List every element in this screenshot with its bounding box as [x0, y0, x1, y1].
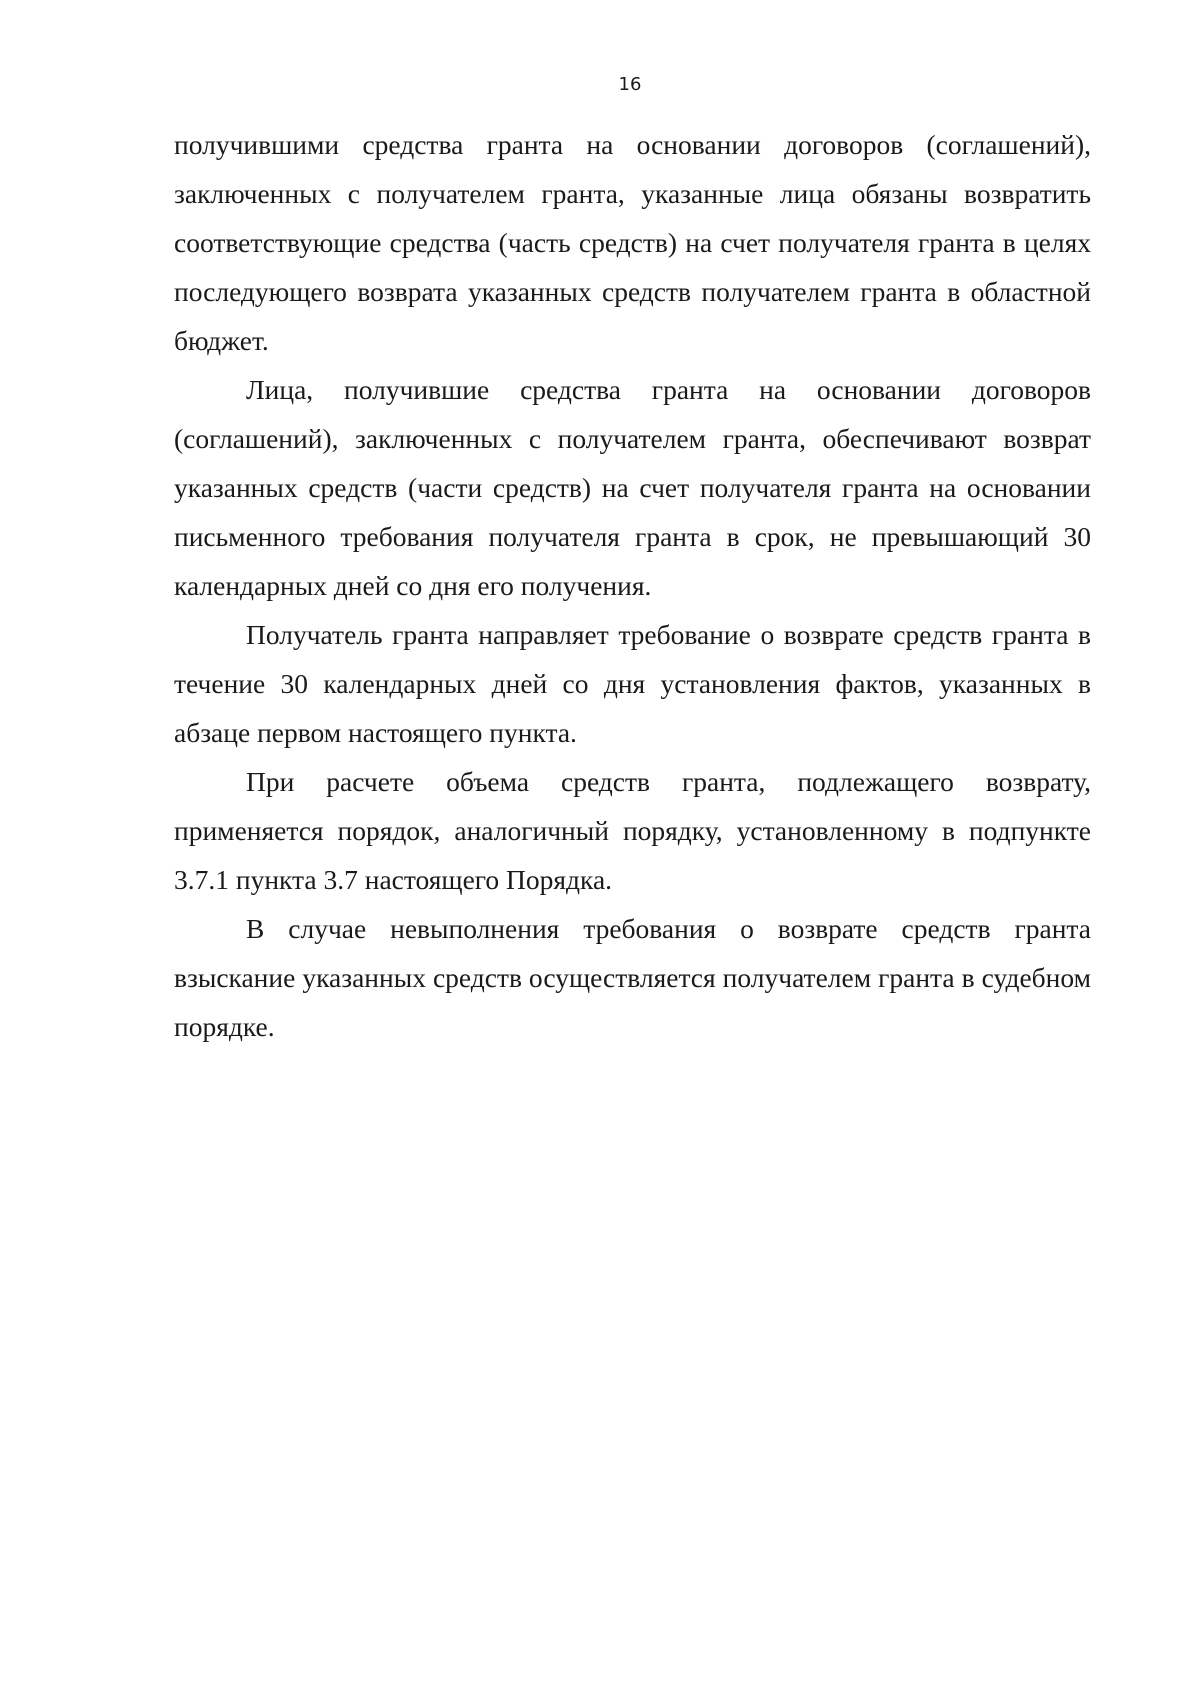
paragraph-court-recovery: В случае невыполнения требования о возврате средств гранта взыскание указанных средств осуществляется получателем гранта в судебном порядке.: [174, 913, 1091, 1042]
paragraph-return-demand: Получатель гранта направляет требование о возврате средств гранта в течение 30 календарных дней со дня установления фактов, указанных в абзаце первом настоящего пункта.: [174, 619, 1091, 748]
paragraph-calculation: При расчете объема средств гранта, подлежащего возврату, применяется порядок, аналогичный порядку, установленному в подпункте 3.7.1 пункта 3.7 настоящего Порядка.: [174, 766, 1091, 895]
paragraph-continuation: получившими средства гранта на основании договоров (соглашений), заключенных с получателем гранта, указанные лица обязаны возвратить соответствующие средства (часть средств) на счет получателя гранта в целях последующего возврата указанных средств получателем гранта в областной бюджет.: [174, 129, 1091, 356]
document-body: [174, 120, 1091, 1051]
page-number: 16: [618, 74, 642, 95]
paragraph-return-obligation: Лица, получившие средства гранта на основании договоров (соглашений), заключенных с получателем гранта, обеспечивают возврат указанных средств (части средств) на счет получателя гранта на основании письменного требования получателя гранта в срок, не превышающий 30 календарных дней со дня его получения.: [174, 374, 1091, 601]
